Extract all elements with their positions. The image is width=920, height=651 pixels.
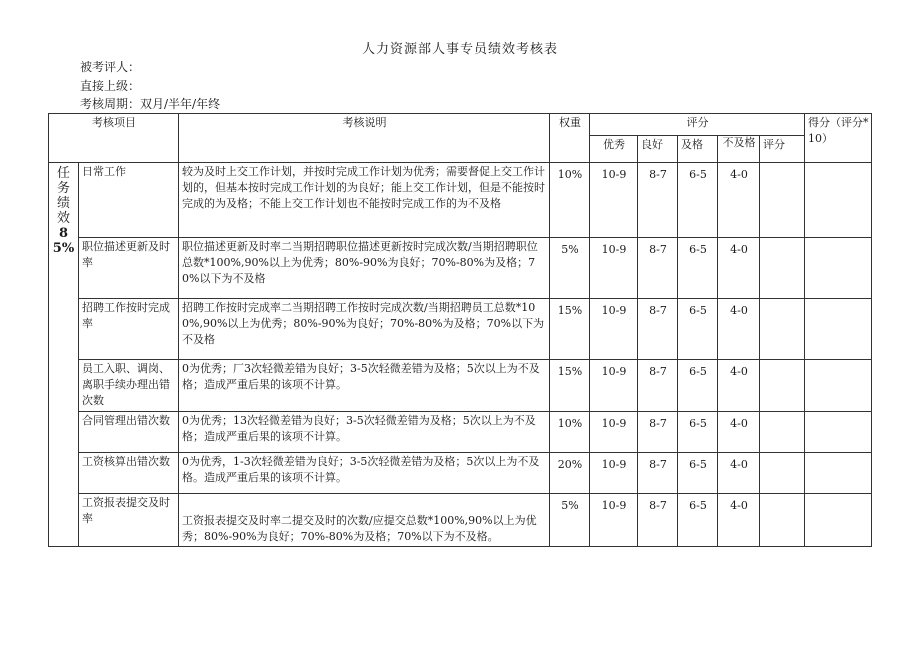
item-cell: 合同管理出错次数: [79, 412, 179, 453]
header-score: 得分（评分*10）: [805, 114, 872, 163]
excellent-range: 10-9: [590, 412, 638, 453]
good-range: 8-7: [638, 163, 678, 238]
good-range: 8-7: [638, 299, 678, 360]
table-row: [49, 453, 872, 494]
good-range: 8-7: [638, 494, 678, 547]
header-item: 考核项目: [49, 114, 179, 163]
weight-cell: 10%: [550, 163, 590, 238]
item-cell: 员工入职、调岗、离职手续办理出错次数: [79, 360, 179, 412]
excellent-range: 10-9: [590, 238, 638, 299]
table-row: [49, 238, 872, 299]
pass-range: 6-5: [678, 360, 718, 412]
table-row: [49, 163, 872, 238]
direct-supervisor-label: 直接上级：: [80, 79, 141, 93]
final-score-cell[interactable]: [805, 163, 872, 238]
group-char: 绩: [56, 196, 70, 211]
excellent-range: 10-9: [590, 494, 638, 547]
score-input-cell[interactable]: [760, 412, 805, 453]
final-score-cell[interactable]: [805, 360, 872, 412]
table-row: [49, 299, 872, 360]
table-row: [49, 494, 872, 547]
description-cell: 0为优秀；厂3次轻微差错为良好；3-5次轻微差错为及格；5次以上为不及格；造成严重后果的该项不计算。: [179, 360, 550, 412]
good-range: 8-7: [638, 238, 678, 299]
table-row: [49, 412, 872, 453]
good-range: 8-7: [638, 412, 678, 453]
final-score-cell[interactable]: [805, 412, 872, 453]
description-cell: 较为及时上交工作计划，并按时完成工作计划为优秀；需要督促上交工作计划的，但基本按时完成工作计划的为良好；能上交工作计划，但是不能按时完成的为及格；不能上交工作计划也不能按时完成工作的为不及格: [179, 163, 550, 238]
description-cell: 工资报表提交及时率二提交及时的次数/应提交总数*100%,90%以上为优秀；80%-90%为良好；70%-80%为及格；70%以下为不及格。: [179, 494, 550, 547]
header-fail: 不及格: [718, 136, 760, 163]
weight-cell: 15%: [550, 360, 590, 412]
fail-range: 4-0: [718, 163, 760, 238]
description-cell: 0为优秀；13次轻微差错为良好；3-5次轻微差错为及格；5次以上为不及格；造成严重后果的该项不计算。: [179, 412, 550, 453]
fail-range: 4-0: [718, 360, 760, 412]
weight-cell: 20%: [550, 453, 590, 494]
score-input-cell[interactable]: [760, 163, 805, 238]
fail-range: 4-0: [718, 412, 760, 453]
header-rating: 评分: [590, 114, 805, 136]
score-input-cell[interactable]: [760, 238, 805, 299]
final-score-cell[interactable]: [805, 494, 872, 547]
table-row: [49, 360, 872, 412]
weight-cell: 5%: [550, 494, 590, 547]
item-cell: 招聘工作按时完成率: [79, 299, 179, 360]
score-input-cell[interactable]: [760, 360, 805, 412]
final-score-cell[interactable]: [805, 453, 872, 494]
pass-range: 6-5: [678, 238, 718, 299]
excellent-range: 10-9: [590, 453, 638, 494]
fail-range: 4-0: [718, 238, 760, 299]
header-score-col: 评分: [760, 136, 805, 163]
excellent-range: 10-9: [590, 360, 638, 412]
good-range: 8-7: [638, 453, 678, 494]
excellent-range: 10-9: [590, 163, 638, 238]
score-input-cell[interactable]: [760, 453, 805, 494]
good-range: 8-7: [638, 360, 678, 412]
header-good: 良好: [638, 136, 678, 163]
group-char: 效: [56, 211, 70, 226]
excellent-range: 10-9: [590, 299, 638, 360]
final-score-cell[interactable]: [805, 238, 872, 299]
fail-range: 4-0: [718, 494, 760, 547]
score-input-cell[interactable]: [760, 494, 805, 547]
group-char: 任: [56, 166, 70, 181]
description-cell: 职位描述更新及时率二当期招聘职位描述更新按时完成次数/当期招聘职位总数*100%,90%以上为优秀；80%-90%为良好；70%-80%为及格；70%以下为不及格: [179, 238, 550, 299]
fail-range: 4-0: [718, 453, 760, 494]
fail-range: 4-0: [718, 299, 760, 360]
group-char: 务: [56, 181, 70, 196]
header-weight: 权重: [550, 114, 590, 163]
description-cell: 0为优秀，1-3次轻微差错为良好；3-5次轻微差错为及格；5次以上为不及格。造成严重后果的该项不计算。: [179, 453, 550, 494]
group-percentage: 85%: [52, 226, 75, 256]
weight-cell: 10%: [550, 412, 590, 453]
evaluated-person-label: 被考评人：: [80, 60, 141, 74]
pass-range: 6-5: [678, 412, 718, 453]
final-score-cell[interactable]: [805, 299, 872, 360]
pass-range: 6-5: [678, 494, 718, 547]
page-title: 人力资源部人事专员绩效考核表: [361, 42, 558, 57]
item-cell: 工资报表提交及时率: [79, 494, 179, 547]
header-excellent: 优秀: [590, 136, 638, 163]
evaluation-table: [48, 113, 872, 547]
pass-range: 6-5: [678, 299, 718, 360]
task-performance-group: [49, 163, 79, 547]
score-input-cell[interactable]: [760, 299, 805, 360]
weight-cell: 5%: [550, 238, 590, 299]
pass-range: 6-5: [678, 163, 718, 238]
pass-range: 6-5: [678, 453, 718, 494]
review-period-label: 考核周期：双月/半年/年终: [80, 97, 221, 111]
header-description: 考核说明: [179, 114, 550, 163]
description-cell: 招聘工作按时完成率二当期招聘工作按时完成次数/当期招聘员工总数*100%,90%以上为优秀；80%-90%为良好；70%-80%为及格；70%以下为不及格: [179, 299, 550, 360]
item-cell: 职位描述更新及时率: [79, 238, 179, 299]
item-cell: 工资核算出错次数: [79, 453, 179, 494]
header-pass: 及格: [678, 136, 718, 163]
item-cell: 日常工作: [79, 163, 179, 238]
weight-cell: 15%: [550, 299, 590, 360]
